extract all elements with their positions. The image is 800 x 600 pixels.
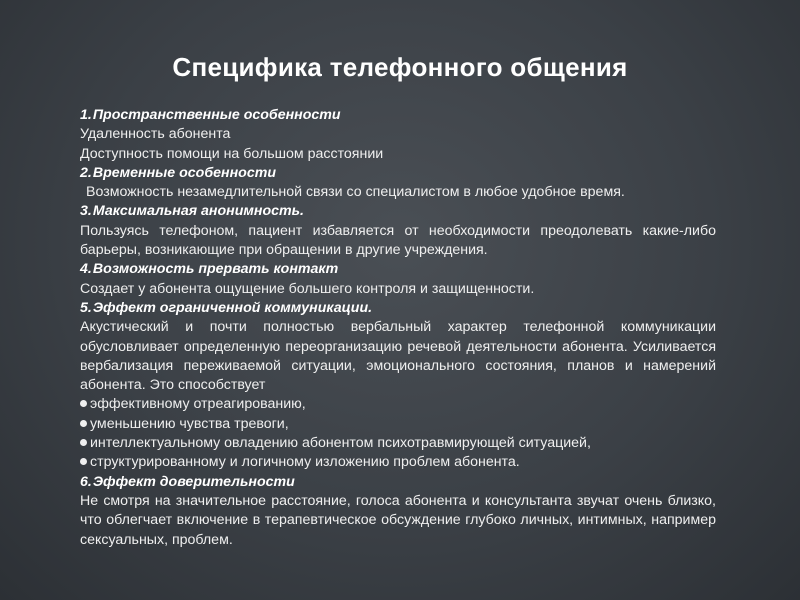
- bullet-item: эффективному отреагированию,: [80, 395, 716, 414]
- slide-title: Специфика телефонного общения: [172, 52, 628, 82]
- section-heading-limited-communication: [80, 299, 716, 318]
- section-text: Не смотря на значительное расстояние, голоса абонента и консультанта звучат очень близко, что облегчает включение в терапевтическое обсуждение глубоко личных, интимных, например сексуальных, проблем.: [80, 492, 716, 548]
- bullet-dot-icon: [80, 420, 87, 427]
- section-heading-text: Пространственные особенности: [92, 107, 341, 123]
- section-heading-anonymity: [80, 202, 716, 221]
- bullet-item: интеллектуальному овладению абонентом психотравмирующей ситуацией,: [80, 434, 716, 453]
- bullet-item: уменьшению чувства тревоги,: [80, 415, 716, 434]
- section-heading-temporal: [80, 164, 716, 183]
- section-text: Акустический и почти полностью вербальный характер телефонной коммуникации обусловливает определенную переорганизацию речевой деятельности абонента. Усиливается вербализация переживаемой ситуации, эмоционального состояния, планов и намерений абонента. Это способствует: [80, 319, 716, 394]
- section-number: 2.: [80, 164, 92, 181]
- bullet-dot-icon: [80, 439, 87, 446]
- section-number: 5.: [80, 299, 92, 316]
- section-heading-text: Эффект доверительности: [92, 473, 295, 490]
- bullet-item: структурированному и логичному изложению проблем абонента.: [80, 453, 716, 472]
- section-number: 1.: [80, 107, 92, 123]
- bullet-dot-icon: [80, 400, 87, 407]
- section-number: 6.: [80, 473, 92, 490]
- section-number: 3.: [80, 203, 92, 220]
- section-heading-spatial: [80, 106, 716, 125]
- section-heading-trust: [80, 473, 716, 492]
- section-text: Возможность незамедлительной связи со специалистом в любое удобное время.: [86, 184, 625, 201]
- section-text: Создает у абонента ощущение большего контроля и защищенности.: [80, 280, 535, 297]
- bullet-dot-icon: [80, 458, 87, 465]
- section-heading-text: Возможность прервать контакт: [92, 261, 339, 278]
- section-text: Пользуясь телефоном, пациент избавляется от необходимости преодолевать какие-либо барьеры, возникающие при обращении в другие учреждения.: [80, 222, 716, 259]
- section-number: 4.: [80, 261, 92, 278]
- section-heading-interrupt: [80, 260, 716, 279]
- section-text: Удаленность абонента: [80, 126, 231, 143]
- section-heading-text: Временные особенности: [92, 164, 276, 181]
- section-text: Доступность помощи на большом расстоянии: [80, 145, 384, 162]
- section-heading-text: Максимальная анонимность.: [92, 203, 305, 220]
- slide-body: [80, 106, 716, 550]
- section-heading-text: Эффект ограниченной коммуникации.: [92, 299, 373, 316]
